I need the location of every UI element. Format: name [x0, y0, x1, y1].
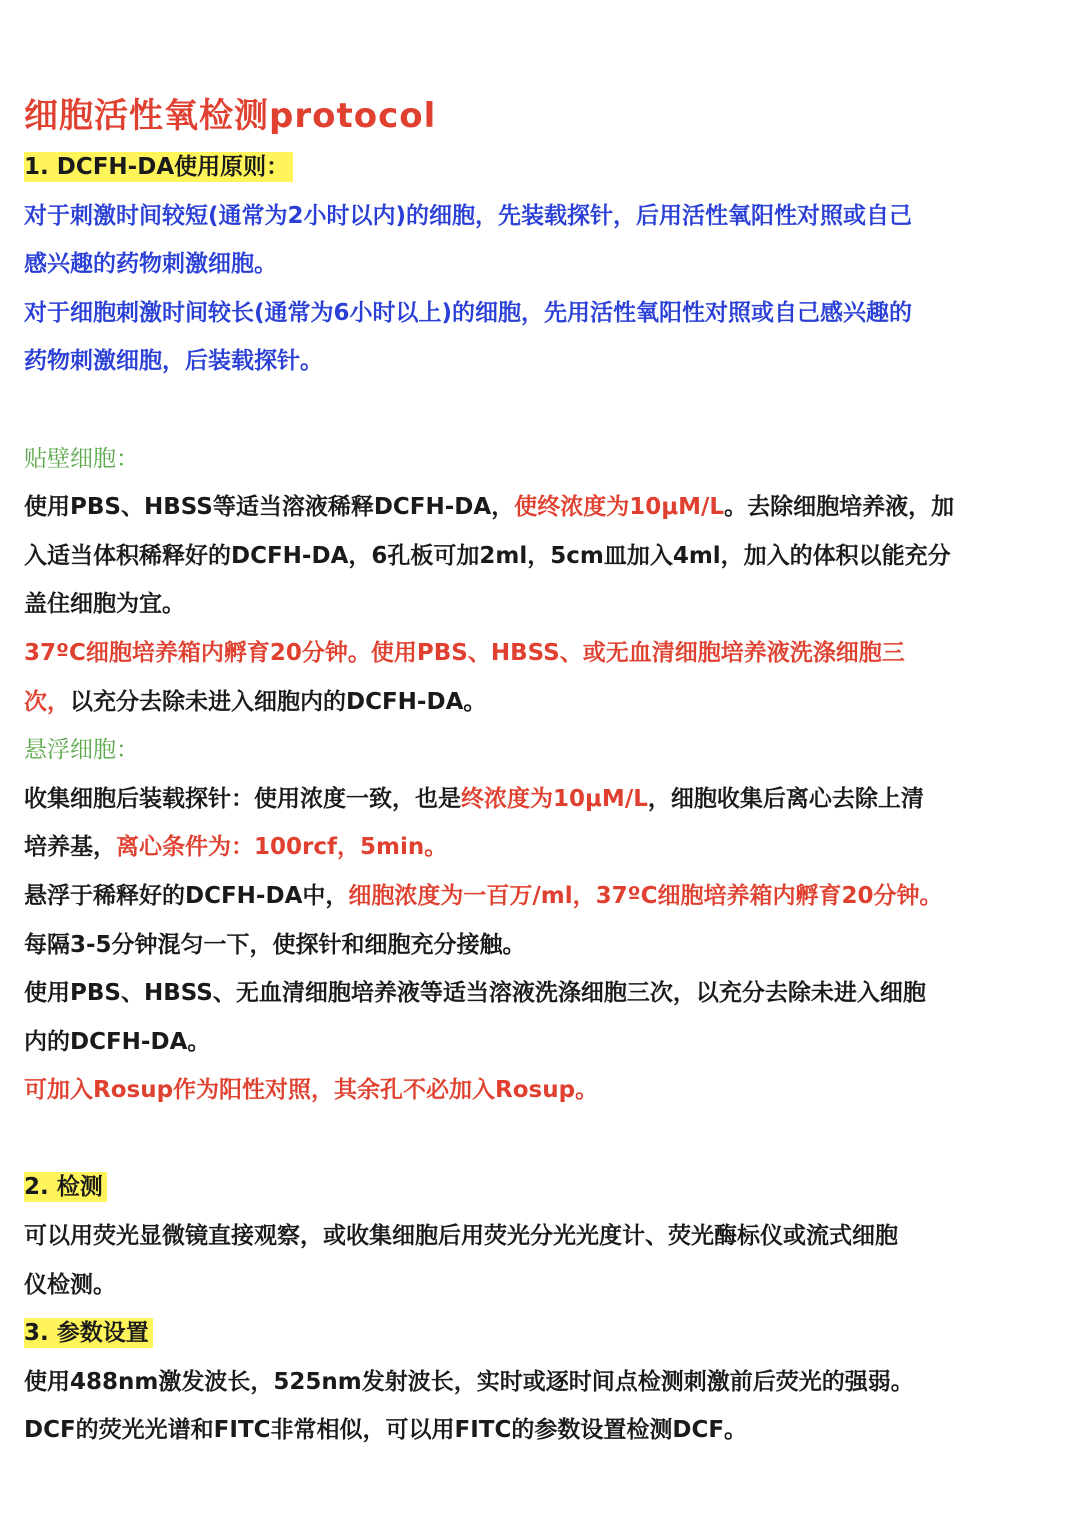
- principle-1-line-1: 对于刺激时间较短(通常为2小时以内)的细胞，先装载探针，后用活性氧阳性对照或自己: [24, 202, 913, 229]
- suspension-step-4-line-1: 使用PBS、HBSS、无血清细胞培养液等适当溶液洗涤细胞三次，以充分去除未进入细胞: [24, 980, 926, 1007]
- detection-line-2: 仪检测。: [24, 1271, 116, 1298]
- adherent-incubation-line-2: [24, 678, 1064, 727]
- adherent-step-1-line-2: 入适当体积稀释好的DCFH-DA，6孔板可加2ml，5cm皿加入4ml，加入的体积以能充分: [24, 542, 951, 569]
- suspension-step-1-line-2: [24, 823, 1064, 872]
- adherent-step-1-text-b: 。去除细胞培养液，加: [724, 494, 955, 521]
- parameters-line-1: 使用488nm激发波长，525nm发射波长，实时或逐时间点检测刺激前后荧光的强弱。: [24, 1368, 914, 1395]
- suspension-step-2-line: [24, 872, 1064, 921]
- section-3-heading-line: [24, 1309, 1064, 1358]
- adherent-incubation-text-red: 次，: [24, 688, 70, 715]
- adherent-final-concentration: 使终浓度为10μM/L: [514, 494, 725, 521]
- section-1-heading-line: [24, 143, 1064, 192]
- cell-density-incubation: 细胞浓度为一百万/ml，37ºC细胞培养箱内孵育20分钟。: [348, 882, 943, 909]
- principle-1-line-2: 感兴趣的药物刺激细胞。: [24, 251, 277, 278]
- suspension-step-1-text-a: 收集细胞后装载探针：使用浓度一致，也是: [24, 785, 461, 812]
- section-2-heading-line: [24, 1163, 1064, 1212]
- spacer: [24, 1115, 1064, 1164]
- parameters-line-2: DCF的荧光光谱和FITC非常相似，可以用FITC的参数设置检测DCF。: [24, 1417, 748, 1444]
- adherent-step-1-line-1: [24, 483, 1064, 532]
- suspension-step-3-line: 每隔3-5分钟混匀一下，使探针和细胞充分接触。: [24, 931, 526, 958]
- detection-line-1: 可以用荧光显微镜直接观察，或收集细胞后用荧光分光光度计、荧光酶标仪或流式细胞: [24, 1223, 898, 1250]
- suspension-step-1-text-b: ，细胞收集后离心去除上清: [647, 785, 924, 812]
- positive-control-note: 可加入Rosup作为阳性对照，其余孔不必加入Rosup。: [24, 1077, 599, 1104]
- principle-2-line-2: 药物刺激细胞，后装载探针。: [24, 348, 323, 375]
- suspension-step-2-text: 悬浮于稀释好的DCFH-DA中，: [24, 882, 349, 909]
- principle-2-line-1: 对于细胞刺激时间较长(通常为6小时以上)的细胞，先用活性氧阳性对照或自己感兴趣的: [24, 299, 913, 326]
- suspension-final-concentration: 终浓度为10μM/L: [461, 785, 648, 812]
- adherent-step-1-text-a: 使用PBS、HBSS等适当溶液稀释DCFH-DA，: [24, 494, 515, 521]
- adherent-incubation-line-1: 37ºC细胞培养箱内孵育20分钟。使用PBS、HBSS、或无血清细胞培养液洗涤细胞三: [24, 639, 905, 666]
- adherent-incubation-text-black: 以充分去除未进入细胞内的DCFH-DA。: [70, 688, 487, 715]
- spacer: [24, 386, 1064, 435]
- suspension-step-4-line-2: 内的DCFH-DA。: [24, 1028, 211, 1055]
- centrifuge-conditions: 离心条件为：100rcf，5min。: [116, 834, 448, 861]
- document-title: 细胞活性氧检测protocol: [24, 96, 437, 136]
- adherent-step-1-line-3: 盖住细胞为宜。: [24, 591, 185, 618]
- adherent-cells-heading: 贴壁细胞：: [24, 445, 139, 472]
- section-1-heading: 1. DCFH-DA使用原则：: [24, 152, 293, 182]
- suspension-step-1-text-c: 培养基，: [24, 834, 116, 861]
- suspension-step-1-line-1: [24, 775, 1064, 824]
- section-2-heading: 2. 检测: [24, 1172, 107, 1202]
- suspension-cells-heading: 悬浮细胞：: [24, 737, 139, 764]
- section-3-heading: 3. 参数设置: [24, 1318, 153, 1348]
- document-body: [24, 143, 1064, 1455]
